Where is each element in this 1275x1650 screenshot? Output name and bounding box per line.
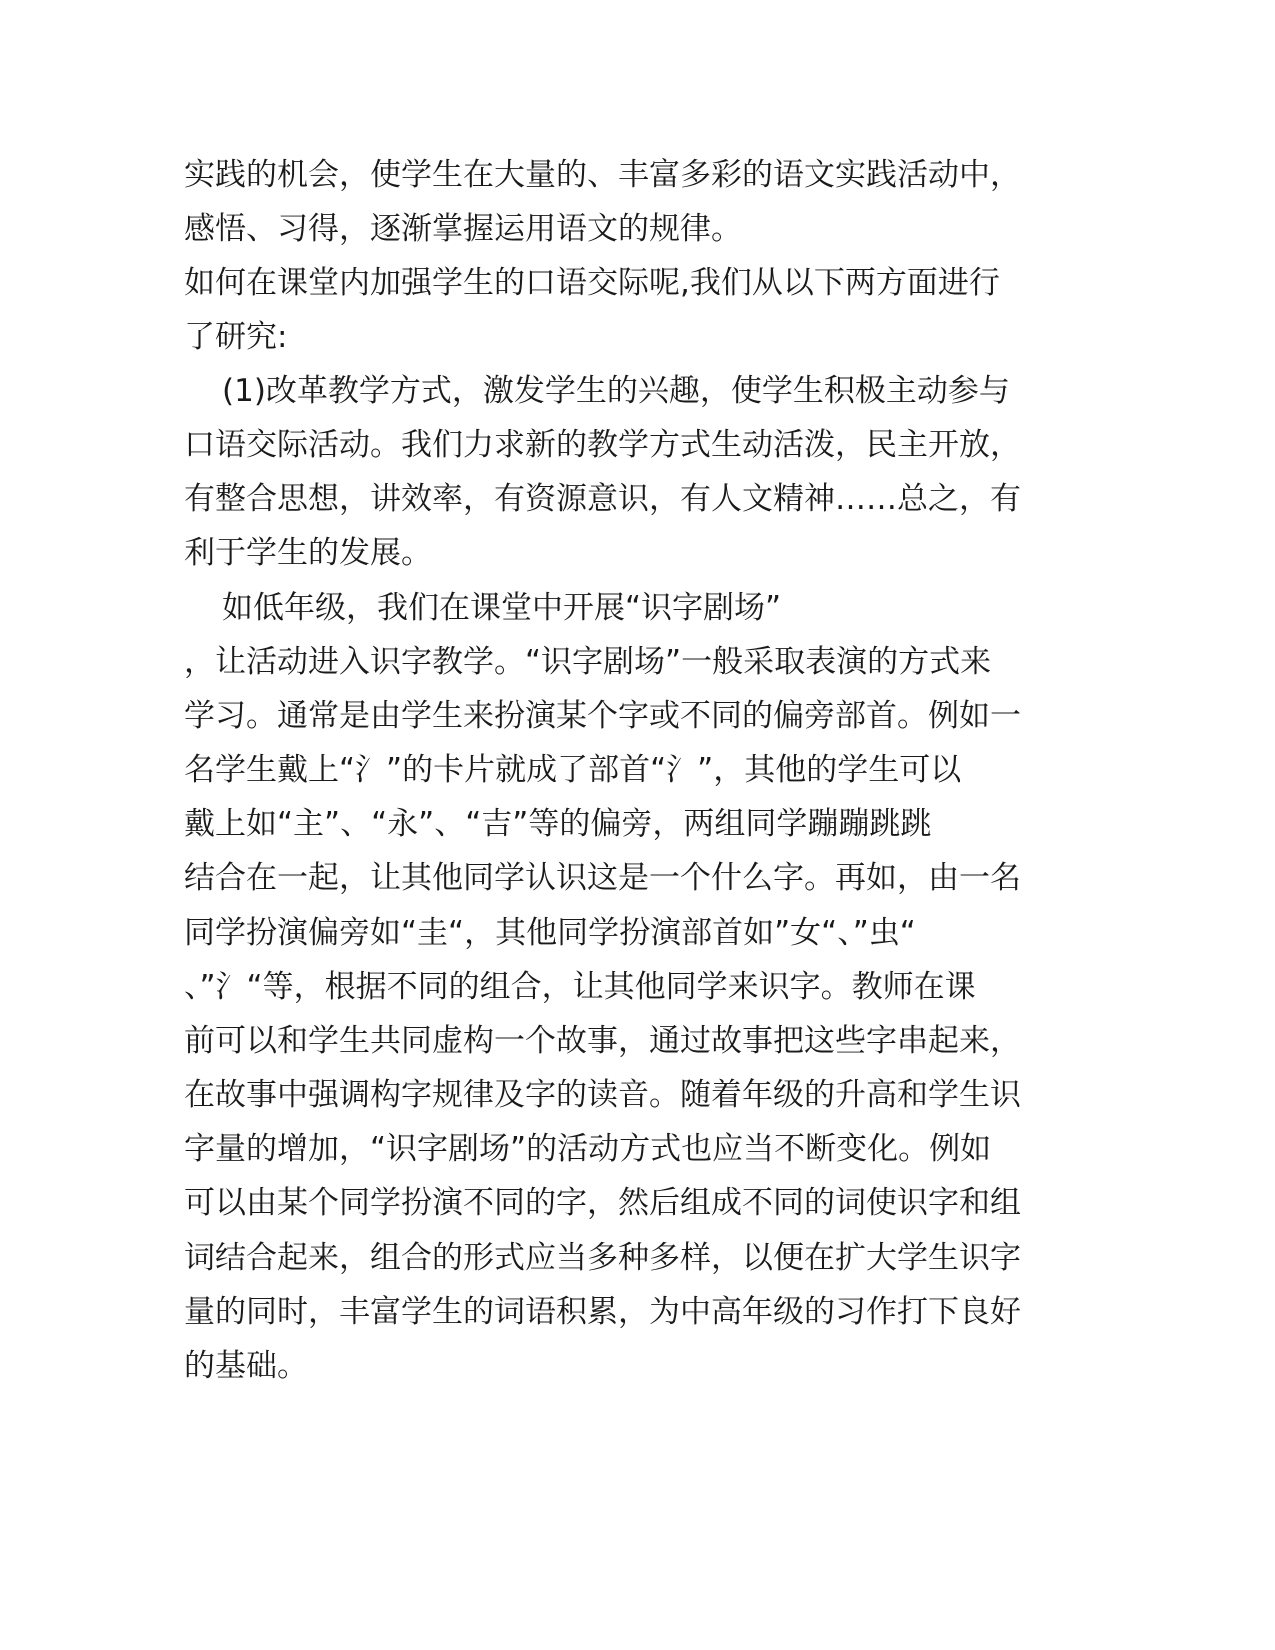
text-line: 利于学生的发展。 <box>184 535 432 571</box>
text-line: 词结合起来，组合的形式应当多种多样，以便在扩大学生识字 <box>184 1240 1021 1276</box>
text-line: ，让活动进入识字教学。“识字剧场”一般采取表演的方式来 <box>184 644 992 680</box>
text-line: 量的同时，丰富学生的词语积累，为中高年级的习作打下良好 <box>184 1294 1021 1330</box>
text-line: 结合在一起，让其他同学认识这是一个什么字。再如，由一名 <box>184 860 1021 896</box>
text-line: 名学生戴上“氵”的卡片就成了部首“氵”，其他的学生可以 <box>184 752 962 788</box>
text-line: 感悟、习得，逐渐掌握运用语文的规律。 <box>184 211 742 247</box>
text-line: 实践的机会，使学生在大量的、丰富多彩的语文实践活动中， <box>184 157 1021 193</box>
text-line: 在故事中强调构字规律及字的读音。随着年级的升高和学生识 <box>184 1077 1021 1113</box>
text-line: 如何在课堂内加强学生的口语交际呢,我们从以下两方面进行 <box>184 265 1000 301</box>
text-line: 有整合思想，讲效率，有资源意识，有人文精神……总之，有 <box>184 481 1021 517</box>
text-line: 口语交际活动。我们力求新的教学方式生动活泼，民主开放， <box>184 427 1021 463</box>
text-line: 同学扮演偏旁如“圭“，其他同学扮演部首如”女“、”虫“ <box>184 915 916 951</box>
text-line: 字量的增加，“识字剧场”的活动方式也应当不断变化。例如 <box>184 1131 992 1167</box>
text-line: 戴上如“主”、“永”、“吉”等的偏旁，两组同学蹦蹦跳跳 <box>184 806 932 842</box>
text-line: 前可以和学生共同虚构一个故事，通过故事把这些字串起来， <box>184 1023 1021 1059</box>
text-line: (1)改革教学方式，激发学生的兴趣，使学生积极主动参与 <box>222 373 1010 409</box>
text-line: 了研究: <box>184 319 288 355</box>
text-line: 的基础。 <box>184 1348 308 1384</box>
text-line: 、”氵“等，根据不同的组合，让其他同学来识字。教师在课 <box>184 969 976 1005</box>
text-line: 如低年级，我们在课堂中开展“识字剧场” <box>222 590 782 626</box>
text-line: 学习。通常是由学生来扮演某个字或不同的偏旁部首。例如一 <box>184 698 1021 734</box>
text-line: 可以由某个同学扮演不同的字，然后组成不同的词使识字和组 <box>184 1185 1021 1221</box>
